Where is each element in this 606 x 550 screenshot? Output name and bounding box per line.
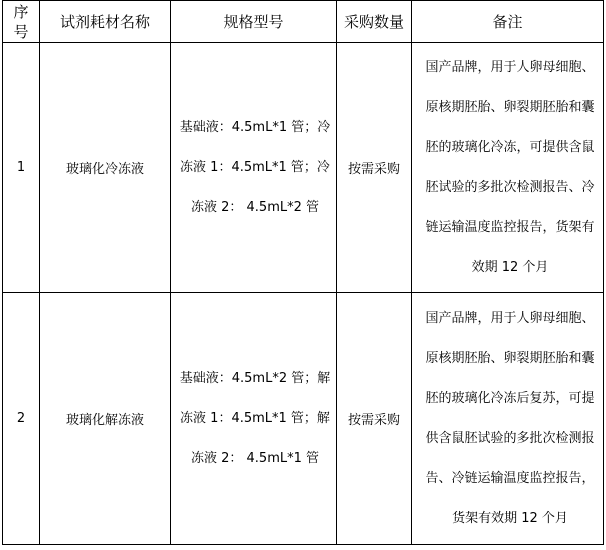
header-spec: 规格型号: [171, 1, 337, 43]
header-seq-line2: 号: [13, 22, 29, 41]
spec-line: 冻液 2： 4.5mL*2 管: [190, 199, 320, 215]
header-remark: 备注: [412, 1, 604, 43]
procurement-table: [2, 0, 604, 545]
spec-line: 冻液 1：4.5mL*1 管；冷: [180, 159, 330, 175]
remark-line: 供含鼠胚试验的多批次检测报: [425, 430, 595, 446]
remark-line: 原核期胚胎、卵裂期胚胎和囊: [425, 99, 595, 115]
spec-line: 冻液 1：4.5mL*1 管；解: [180, 410, 330, 426]
row-item-name: 玻璃化冷冻液: [40, 43, 171, 293]
table-row: [3, 43, 604, 293]
remark-line: 胚的玻璃化冷冻，可提供含鼠: [425, 139, 595, 155]
row-spec: [171, 293, 337, 545]
header-seq: [3, 1, 40, 43]
remark-line: 链运输温度监控报告，货架有: [425, 219, 595, 235]
header-name: 试剂耗材名称: [40, 1, 171, 43]
remark-line: 货架有效期 12 个月: [452, 510, 568, 526]
row-qty: 按需采购: [337, 43, 412, 293]
row-seq: 1: [3, 43, 40, 293]
row-seq: 2: [3, 293, 40, 545]
spec-line: 基础液：4.5mL*2 管；解: [179, 370, 331, 386]
header-qty: 采购数量: [337, 1, 412, 43]
remark-line: 国产品牌，用于人卵母细胞、: [425, 310, 595, 326]
row-qty: 按需采购: [337, 293, 412, 545]
row-remark: [412, 43, 604, 293]
remark-line: 国产品牌，用于人卵母细胞、: [425, 59, 595, 75]
remark-line: 告、冷链运输温度监控报告，: [425, 470, 595, 486]
remark-line: 效期 12 个月: [471, 259, 549, 275]
row-spec: [171, 43, 337, 293]
spec-line: 基础液：4.5mL*1 管；冷: [179, 119, 331, 135]
remark-line: 胚的玻璃化冷冻后复苏，可提: [425, 390, 595, 406]
table-row: [3, 293, 604, 545]
header-row: [3, 1, 604, 43]
row-remark: [412, 293, 604, 545]
header-seq-line1: 序: [13, 2, 29, 21]
remark-line: 原核期胚胎、卵裂期胚胎和囊: [425, 350, 595, 366]
row-item-name: 玻璃化解冻液: [40, 293, 171, 545]
spec-line: 冻液 2： 4.5mL*1 管: [190, 450, 320, 466]
remark-line: 胚试验的多批次检测报告、冷: [425, 179, 595, 195]
